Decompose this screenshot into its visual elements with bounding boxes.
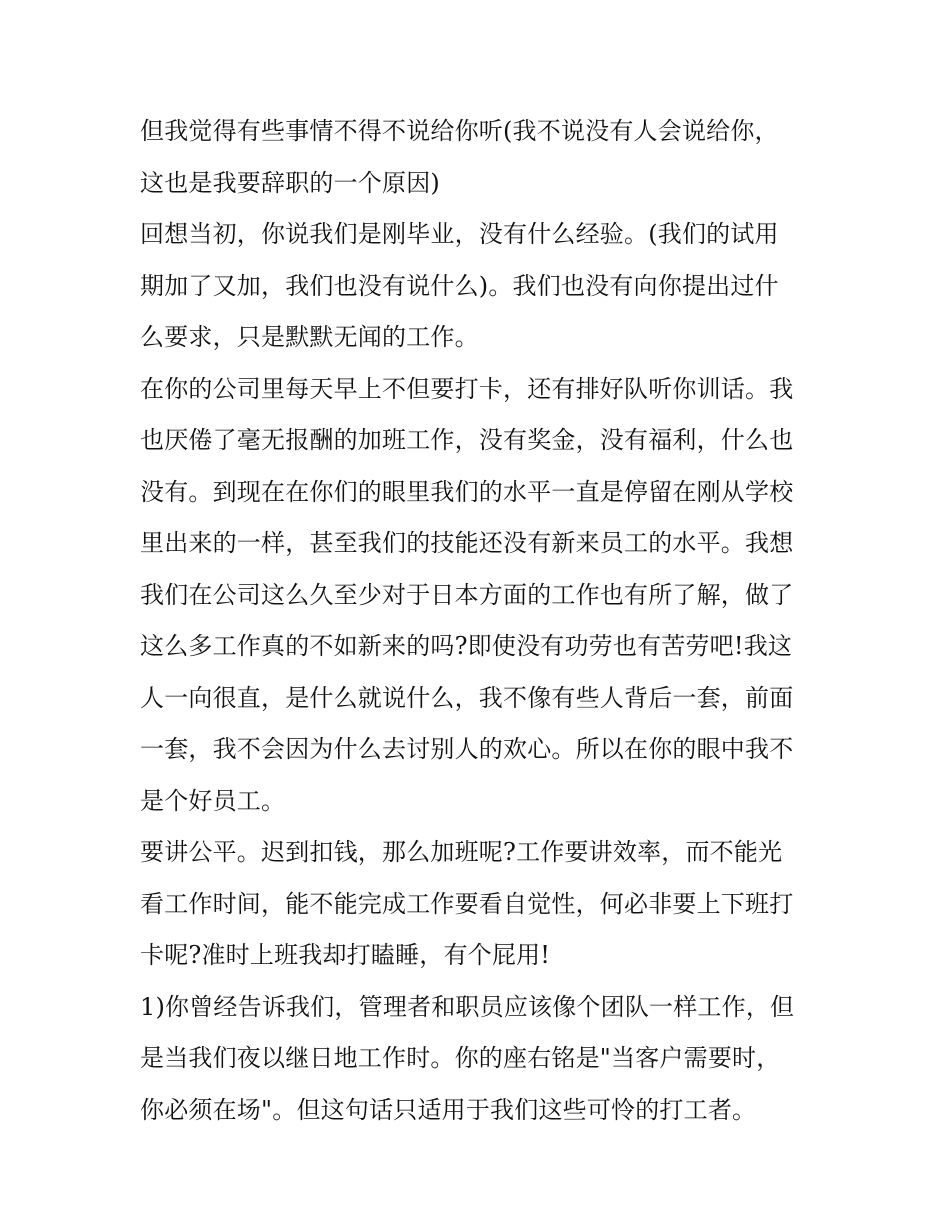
text-line: 是当我们夜以继日地工作时。你的座右铭是"当客户需要时， [140, 1044, 781, 1072]
text-line: 要讲公平。迟到扣钱，那么加班呢?工作要讲效率，而不能光 [140, 838, 783, 866]
text-line: 人一向很直，是什么就说什么，我不像有些人背后一套，前面 [140, 683, 794, 712]
text-line: 在你的公司里每天早上不但要打卡，还有排好队听你训话。我 [140, 374, 794, 403]
text-line: 这也是我要辞职的一个原因) [140, 168, 440, 197]
text-line: 一套，我不会因为什么去讨别人的欢心。所以在你的眼中我不 [140, 735, 794, 763]
text-line: 是个好员工。 [140, 786, 286, 815]
text-line: 1)你曾经告诉我们，管理者和职员应该像个团队一样工作，但 [140, 992, 795, 1021]
text-line: 看工作时间，能不能完成工作要看自觉性，何必非要上下班打 [140, 889, 794, 918]
text-line: 期加了又加，我们也没有说什么)。我们也没有向你提出过什 [140, 271, 779, 300]
text-line: 你必须在场"。但这句话只适用于我们这些可怜的打工者。 [140, 1095, 757, 1124]
text-line: 里出来的一样，甚至我们的技能还没有新来员工的水平。我想 [140, 529, 794, 557]
text-line: 但我觉得有些事情不得不说给你听(我不说没有人会说给你， [140, 117, 779, 145]
text-line: 我们在公司这么久至少对于日本方面的工作也有所了解，做了 [140, 580, 794, 609]
text-line: 也厌倦了毫无报酬的加班工作，没有奖金，没有福利，什么也 [140, 426, 794, 454]
text-line: 没有。到现在在你们的眼里我们的水平一直是停留在刚从学校 [140, 477, 794, 506]
text-line: 这么多工作真的不如新来的吗?即使没有功劳也有苦劳吧!我这 [140, 632, 793, 660]
text-line: 卡呢?准时上班我却打瞌睡，有个屁用! [140, 941, 551, 969]
document-body [140, 106, 840, 1136]
text-line: 回想当初，你说我们是刚毕业，没有什么经验。(我们的试用 [140, 220, 779, 248]
text-line: 么要求，只是默默无闻的工作。 [140, 323, 479, 351]
